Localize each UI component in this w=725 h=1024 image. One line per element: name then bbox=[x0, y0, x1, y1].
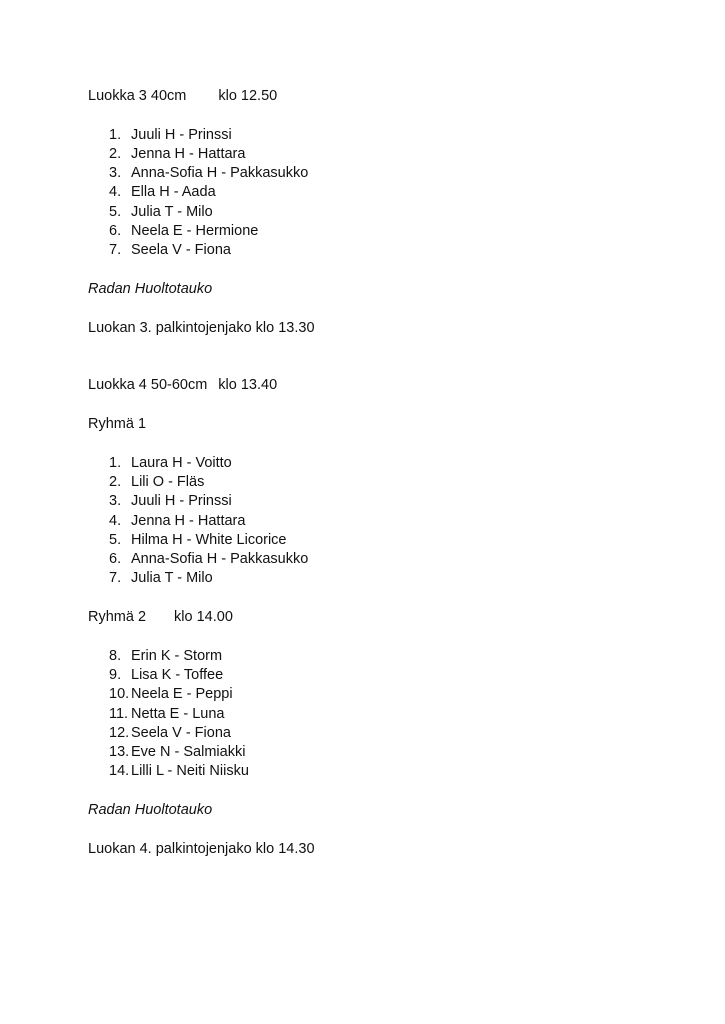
list-item-text: Erin K - Storm bbox=[131, 647, 223, 664]
list-item-number: 1. bbox=[109, 126, 122, 143]
list-item-number: 2. bbox=[109, 473, 122, 490]
list-item bbox=[88, 241, 688, 260]
class4-course-break: Radan Huoltotauko bbox=[88, 801, 213, 818]
list-item bbox=[88, 724, 688, 743]
group2-time: klo 14.00 bbox=[174, 609, 233, 626]
list-item bbox=[88, 743, 688, 762]
list-item bbox=[88, 183, 688, 202]
list-item-text: Jenna H - Hattara bbox=[131, 145, 246, 162]
list-item-number: 4. bbox=[109, 184, 122, 201]
list-item-text: Lilli L - Neiti Niisku bbox=[131, 763, 249, 780]
list-item bbox=[88, 550, 688, 569]
list-item-text: Neela E - Peppi bbox=[131, 686, 233, 703]
list-item-text: Neela E - Hermione bbox=[131, 223, 259, 240]
list-item-text: Hilma H - White Licorice bbox=[131, 531, 287, 548]
list-item-number: 14. bbox=[109, 763, 130, 780]
list-item bbox=[88, 473, 688, 492]
list-item-number: 7. bbox=[109, 570, 122, 587]
list-item-number: 2. bbox=[109, 145, 122, 162]
list-item-number: 13. bbox=[109, 744, 130, 761]
list-item-number: 10. bbox=[109, 686, 130, 703]
list-item-text: Lili O - Fläs bbox=[131, 473, 205, 490]
group1-title: Ryhmä 1 bbox=[88, 416, 147, 433]
list-item bbox=[88, 492, 688, 511]
document-page bbox=[88, 87, 688, 859]
list-item-text: Laura H - Voitto bbox=[131, 454, 232, 471]
list-item bbox=[88, 569, 688, 588]
class3-entry-list bbox=[88, 126, 688, 261]
list-item-number: 9. bbox=[109, 666, 122, 683]
list-item-text: Juuli H - Prinssi bbox=[131, 493, 232, 510]
list-item-number: 1. bbox=[109, 454, 122, 471]
list-item-number: 6. bbox=[109, 223, 122, 240]
list-item-number: 5. bbox=[109, 203, 122, 220]
class3-time: klo 12.50 bbox=[218, 88, 278, 104]
list-item bbox=[88, 685, 688, 704]
list-item bbox=[88, 666, 688, 685]
list-item-number: 4. bbox=[109, 512, 122, 529]
group2-title: Ryhmä 2 bbox=[88, 609, 147, 626]
list-item-text: Julia T - Milo bbox=[131, 570, 213, 587]
list-item-text: Eve N - Salmiakki bbox=[131, 744, 246, 761]
list-item-text: Jenna H - Hattara bbox=[131, 512, 246, 529]
list-item-number: 5. bbox=[109, 531, 122, 548]
list-item-text: Seela V - Fiona bbox=[131, 724, 231, 741]
class4-heading bbox=[88, 376, 688, 395]
class3-awards: Luokan 3. palkintojenjako klo 13.30 bbox=[88, 319, 315, 336]
list-item-number: 7. bbox=[109, 242, 122, 259]
list-item-text: Lisa K - Toffee bbox=[131, 666, 224, 683]
list-item bbox=[88, 512, 688, 531]
list-item-text: Julia T - Milo bbox=[131, 203, 213, 220]
group1-entry-list bbox=[88, 454, 688, 589]
class3-title: Luokka 3 40cm bbox=[88, 88, 187, 104]
list-item bbox=[88, 145, 688, 164]
list-item-text: Anna-Sofia H - Pakkasukko bbox=[131, 551, 309, 568]
list-item-number: 8. bbox=[109, 647, 122, 664]
class4-title: Luokka 4 50-60cm bbox=[88, 377, 208, 394]
class3-heading bbox=[88, 87, 688, 106]
list-item-text: Ella H - Aada bbox=[131, 184, 216, 201]
list-item bbox=[88, 222, 688, 241]
class4-time: klo 13.40 bbox=[218, 377, 278, 394]
list-item-number: 11. bbox=[109, 705, 129, 722]
group2-heading bbox=[88, 608, 688, 627]
list-item-number: 3. bbox=[109, 493, 122, 510]
list-item-text: Anna-Sofia H - Pakkasukko bbox=[131, 165, 309, 182]
list-item bbox=[88, 762, 688, 781]
list-item-number: 3. bbox=[109, 165, 122, 182]
list-item bbox=[88, 126, 688, 145]
class3-course-break: Radan Huoltotauko bbox=[88, 280, 213, 297]
group2-entry-list bbox=[88, 647, 688, 782]
list-item-text: Seela V - Fiona bbox=[131, 242, 231, 259]
list-item-text: Netta E - Luna bbox=[131, 705, 225, 722]
list-item bbox=[88, 454, 688, 473]
list-item bbox=[88, 164, 688, 183]
list-item-number: 6. bbox=[109, 551, 122, 568]
list-item-number: 12. bbox=[109, 724, 130, 741]
list-item bbox=[88, 705, 688, 724]
list-item bbox=[88, 647, 688, 666]
list-item bbox=[88, 531, 688, 550]
list-item bbox=[88, 203, 688, 222]
class4-awards: Luokan 4. palkintojenjako klo 14.30 bbox=[88, 840, 315, 857]
list-item-text: Juuli H - Prinssi bbox=[131, 126, 232, 143]
